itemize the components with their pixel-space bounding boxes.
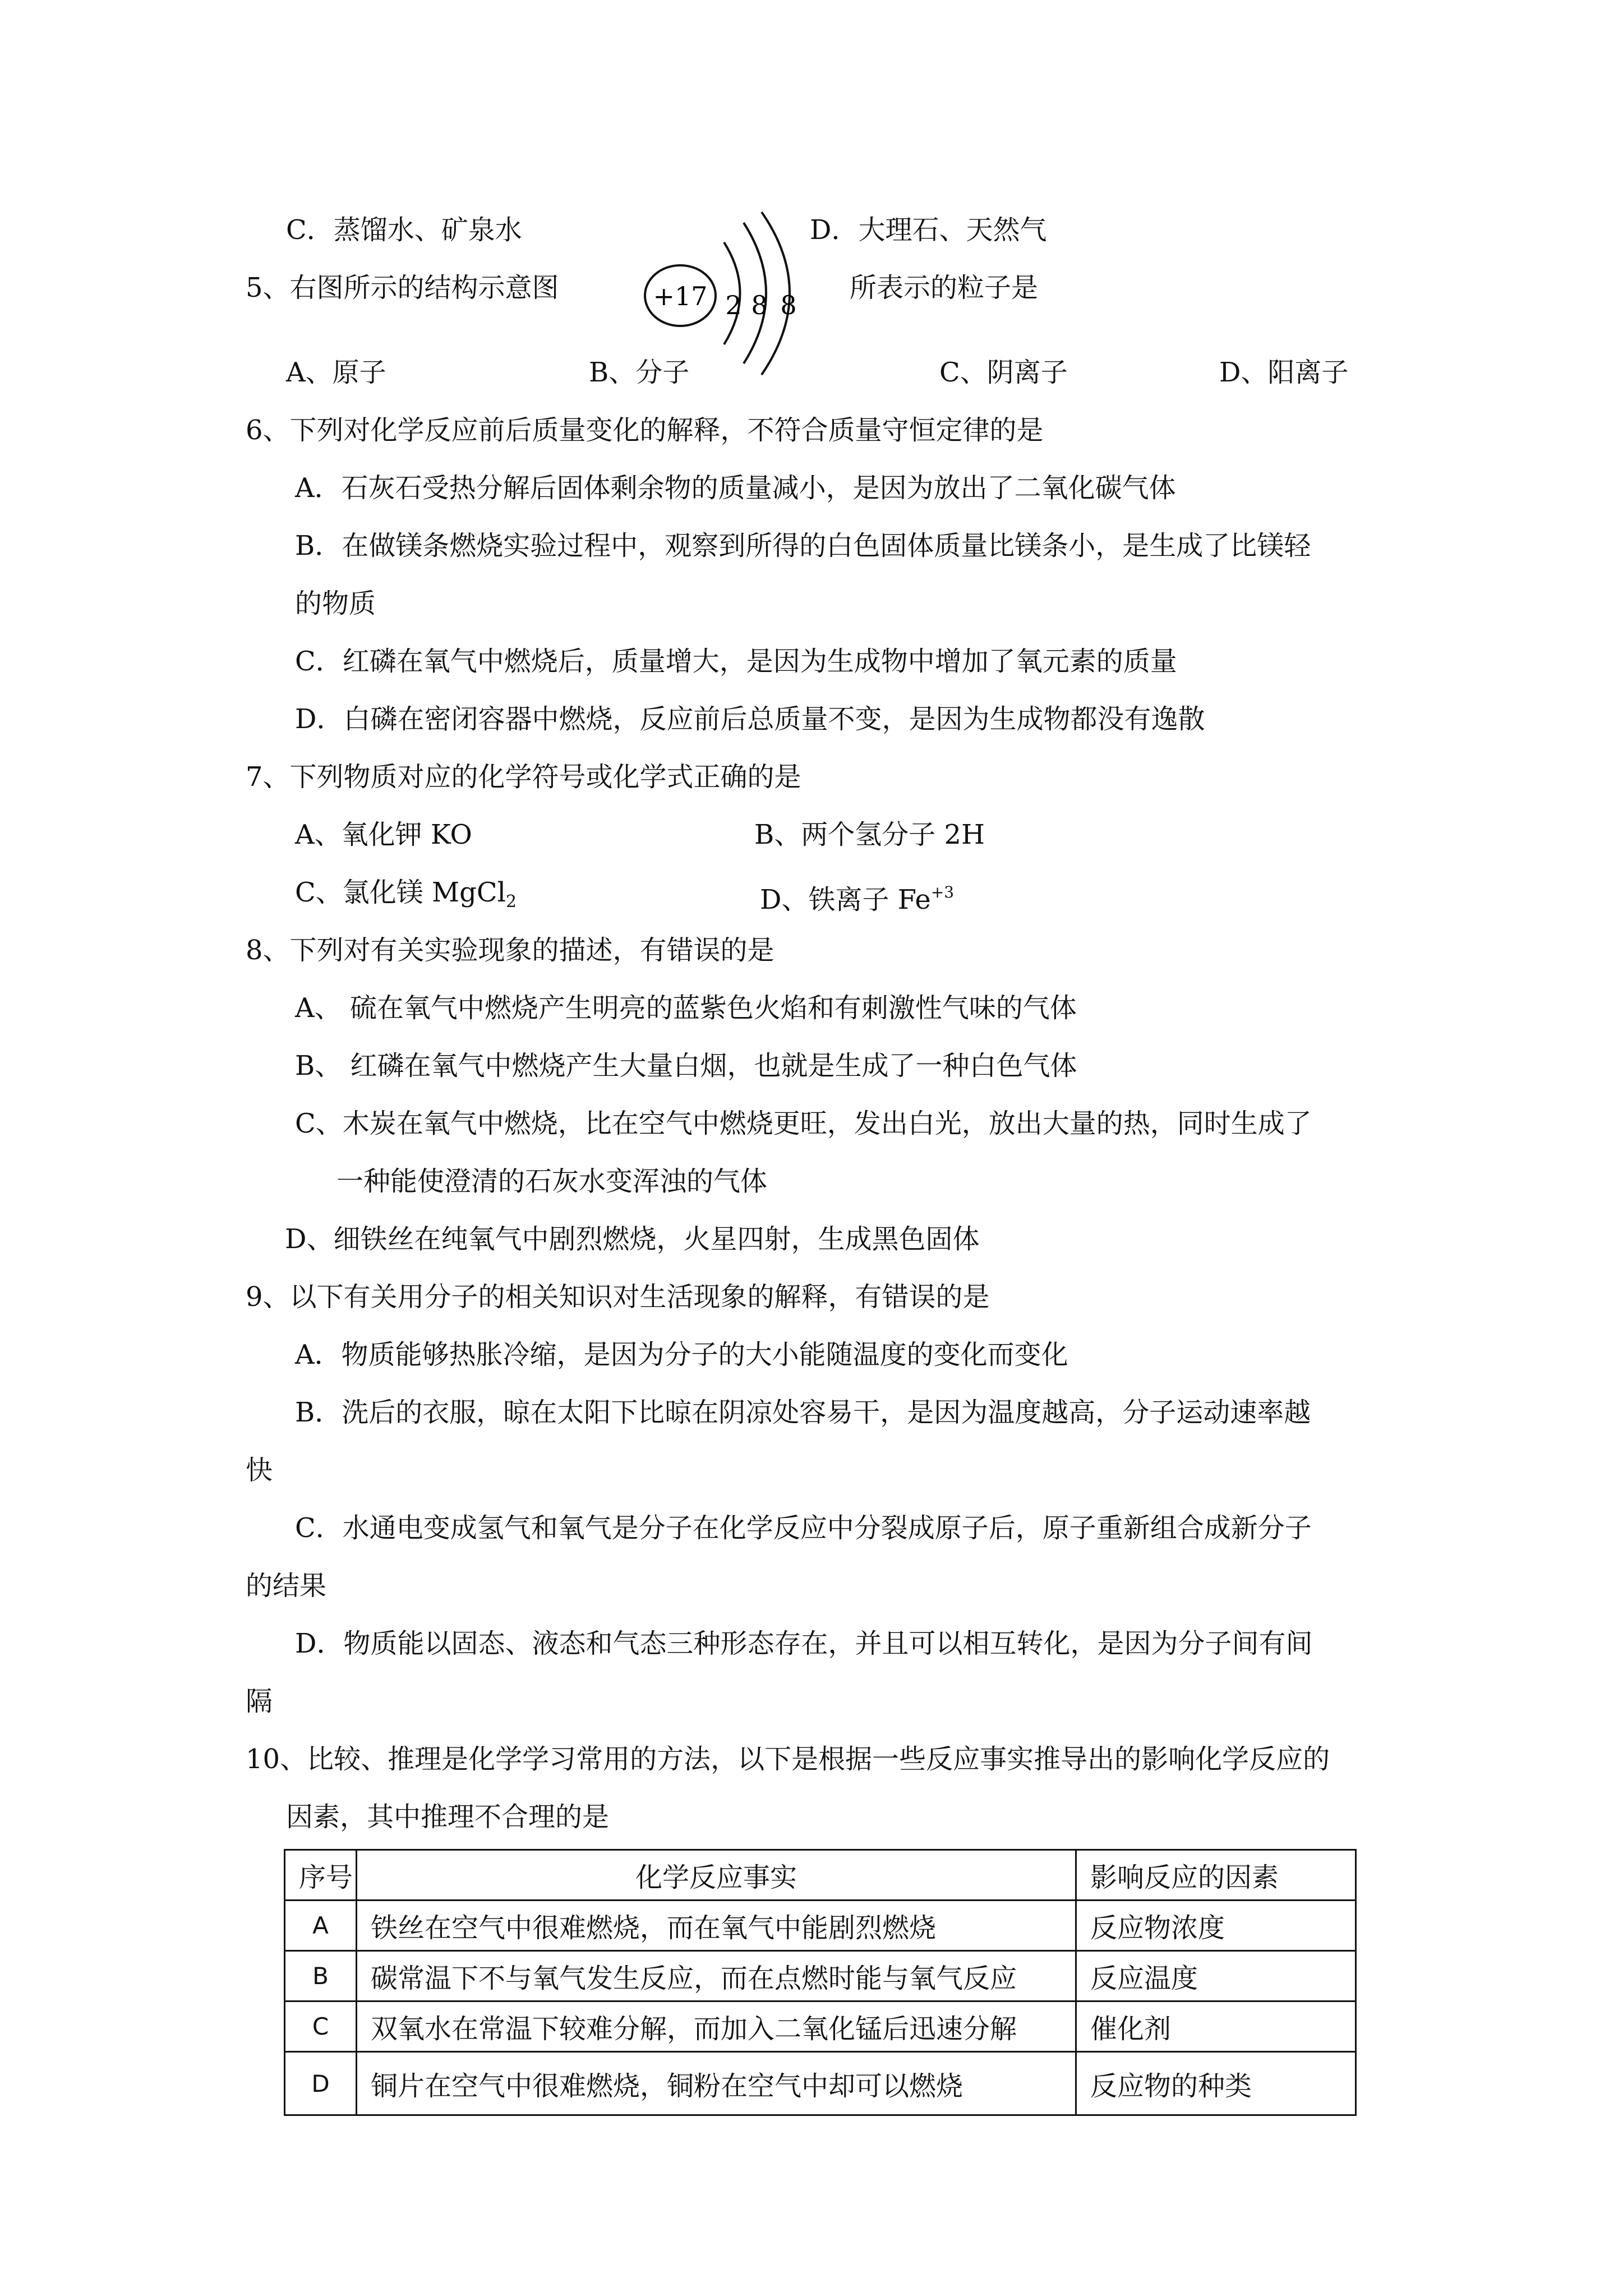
table-cell-fact: 铁丝在空气中很难燃烧，而在氧气中能剧烈燃烧 xyxy=(357,1901,1076,1951)
q7-option-d xyxy=(760,876,954,917)
table-row xyxy=(285,1951,1356,2001)
q6-option-b-line2: 的物质 xyxy=(295,588,376,619)
q8-option-b: B、 红磷在氧气中燃烧产生大量白烟，也就是生成了一种白色气体 xyxy=(295,1050,1077,1082)
table-header-row xyxy=(285,1850,1356,1901)
q8-stem: 8、下列对有关实验现象的描述，有错误的是 xyxy=(246,935,774,966)
q9-option-d-line2: 隔 xyxy=(246,1686,273,1717)
table-cell-factor: 反应物浓度 xyxy=(1076,1901,1356,1951)
q8-option-c-line2: 一种能使澄清的石灰水变浑浊的气体 xyxy=(336,1166,768,1197)
q7-option-a: A、氧化钾 KO xyxy=(295,819,472,850)
q6-option-a: A．石灰石受热分解后固体剩余物的质量减小，是因为放出了二氧化碳气体 xyxy=(295,472,1176,504)
shell-electrons-1: 2 xyxy=(725,290,742,320)
q5-option-b: B、分子 xyxy=(589,357,690,388)
table-cell-factor: 反应物的种类 xyxy=(1076,2052,1356,2115)
q5-option-c: C、阴离子 xyxy=(939,357,1068,388)
q7-option-b: B、两个氢分子 2H xyxy=(754,819,985,850)
table-cell-fact: 铜片在空气中很难燃烧，铜粉在空气中却可以燃烧 xyxy=(357,2052,1076,2115)
q9-option-b-line2: 快 xyxy=(246,1455,273,1486)
q10-stem-line1: 10、比较、推理是化学学习常用的方法，以下是根据一些反应事实推导出的影响化学反应的 xyxy=(246,1743,1330,1775)
table-cell-seq: C xyxy=(285,2001,357,2052)
q7-stem: 7、下列物质对应的化学符号或化学式正确的是 xyxy=(246,761,801,793)
q7-option-c-subscript: 2 xyxy=(505,892,517,912)
table-cell-factor: 反应温度 xyxy=(1076,1951,1356,2001)
q5-option-d: D、阳离子 xyxy=(1219,357,1349,388)
reaction-factor-table xyxy=(284,1849,1357,2116)
table-cell-seq: D xyxy=(285,2052,357,2115)
shell-electrons-2: 8 xyxy=(751,290,768,320)
q4-option-d: D．大理石、天然气 xyxy=(810,214,1047,246)
table-cell-seq: A xyxy=(285,1901,357,1951)
table-row xyxy=(285,2052,1356,2115)
q6-option-b-line1: B．在做镁条燃烧实验过程中，观察到所得的白色固体质量比镁条小，是生成了比镁轻 xyxy=(295,530,1311,562)
q9-option-a: A．物质能够热胀冷缩，是因为分子的大小能随温度的变化而变化 xyxy=(295,1339,1068,1370)
q9-option-d-line1: D．物质能以固态、液态和气态三种形态存在，并且可以相互转化，是因为分子间有间 xyxy=(295,1628,1313,1659)
q8-option-c-line1: C、木炭在氧气中燃烧，比在空气中燃烧更旺，发出白光，放出大量的热，同时生成了 xyxy=(295,1108,1312,1139)
shell-electrons-3: 8 xyxy=(780,290,797,320)
table-cell-factor: 催化剂 xyxy=(1076,2001,1356,2052)
q5-option-a: A、原子 xyxy=(286,357,386,388)
table-cell-seq: B xyxy=(285,1951,357,2001)
q8-option-d: D、细铁丝在纯氧气中剧烈燃烧，火星四射，生成黑色固体 xyxy=(285,1223,980,1255)
q9-option-c-line2: 的结果 xyxy=(246,1570,327,1602)
q7-option-d-text: D、铁离子 Fe xyxy=(760,884,931,915)
chlorine-ion-structure-diagram xyxy=(638,209,806,377)
q10-stem-line2: 因素，其中推理不合理的是 xyxy=(286,1801,610,1833)
table-header-seq: 序号 xyxy=(285,1850,357,1901)
q5-stem-after: 所表示的粒子是 xyxy=(850,272,1039,303)
q6-stem: 6、下列对化学反应前后质量变化的解释，不符合质量守恒定律的是 xyxy=(246,415,1044,446)
q4-option-c: C．蒸馏水、矿泉水 xyxy=(286,214,522,246)
table-header-factor: 影响反应的因素 xyxy=(1076,1850,1356,1901)
q7-option-c xyxy=(295,876,517,919)
nucleus-charge: +17 xyxy=(653,281,708,311)
q7-option-c-text: C、氯化镁 MgCl xyxy=(295,877,506,908)
table-row xyxy=(285,1901,1356,1951)
q5-stem-before: 5、右图所示的结构示意图 xyxy=(246,272,559,303)
q6-option-c: C．红磷在氧气中燃烧后，质量增大，是因为生成物中增加了氧元素的质量 xyxy=(295,646,1177,677)
q8-option-a: A、 硫在氧气中燃烧产生明亮的蓝紫色火焰和有刺激性气味的气体 xyxy=(295,992,1077,1024)
q9-option-b-line1: B．洗后的衣服，晾在太阳下比晾在阴凉处容易干，是因为温度越高，分子运动速率越 xyxy=(295,1397,1311,1428)
q9-option-c-line1: C．水通电变成氢气和氧气是分子在化学反应中分裂成原子后，原子重新组合成新分子 xyxy=(295,1512,1312,1544)
table-row xyxy=(285,2001,1356,2052)
q7-option-d-superscript: +3 xyxy=(930,883,955,901)
q6-option-d: D．白磷在密闭容器中燃烧，反应前后总质量不变，是因为生成物都没有逸散 xyxy=(295,703,1205,735)
q9-stem: 9、以下有关用分子的相关知识对生活现象的解释，有错误的是 xyxy=(246,1281,990,1313)
table-cell-fact: 碳常温下不与氧气发生反应，而在点燃时能与氧气反应 xyxy=(357,1951,1076,2001)
atomic-structure-svg xyxy=(638,209,806,377)
table-cell-fact: 双氧水在常温下较难分解，而加入二氧化锰后迅速分解 xyxy=(357,2001,1076,2052)
table-header-fact: 化学反应事实 xyxy=(357,1850,1076,1901)
